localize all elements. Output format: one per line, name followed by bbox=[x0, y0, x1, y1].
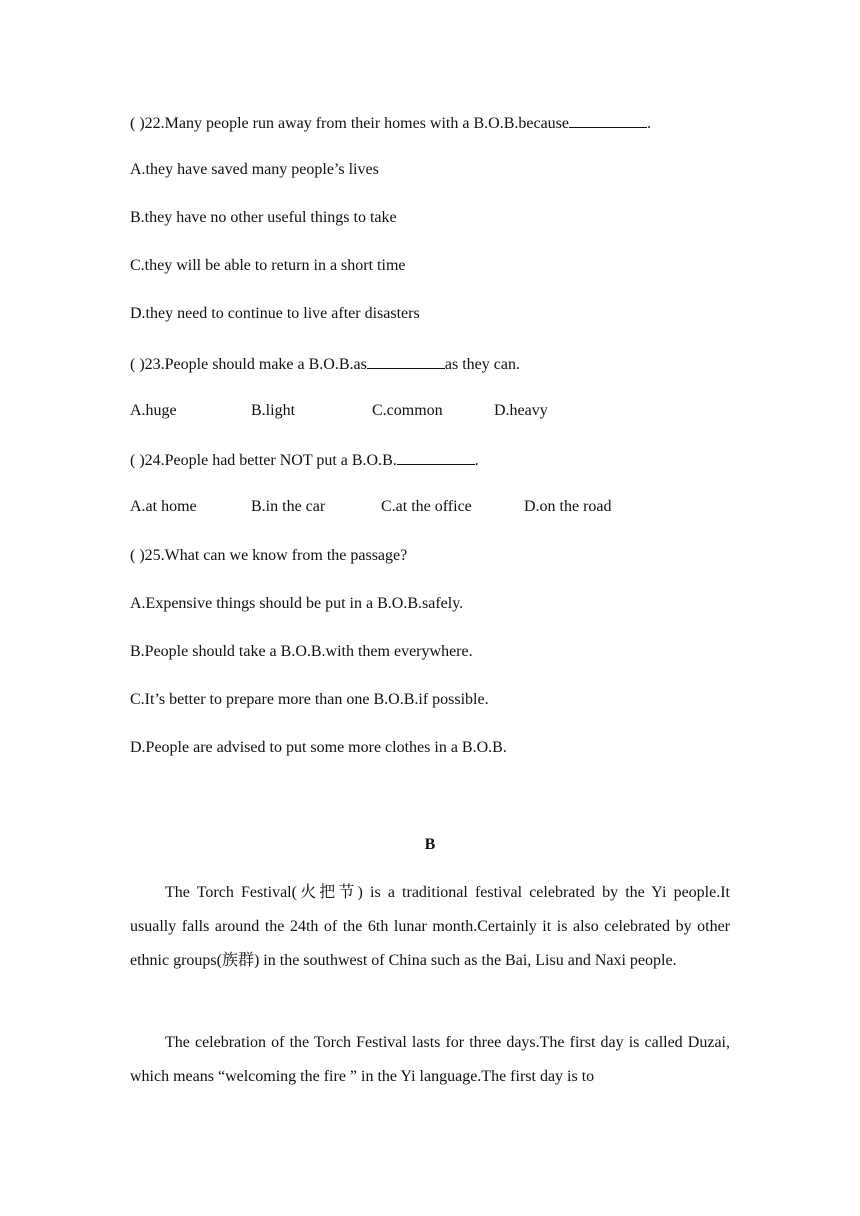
question-22-stem-text: ( )22.Many people run away from their homes with a B.O.B.because bbox=[130, 115, 569, 132]
question-22-option-b: B.they have no other useful things to take bbox=[130, 209, 397, 226]
question-24-option-b: B.in the car bbox=[251, 498, 326, 515]
question-23-stem-end: as they can. bbox=[444, 356, 520, 373]
question-23-option-c: C.common bbox=[372, 402, 443, 419]
question-24-stem bbox=[130, 448, 479, 472]
question-22-option-a: A.they have saved many people’s lives bbox=[130, 161, 379, 178]
answer-blank bbox=[367, 352, 445, 369]
answer-blank bbox=[397, 448, 475, 465]
question-23-option-b: B.light bbox=[251, 402, 296, 419]
question-24-option-a: A.at home bbox=[130, 498, 197, 515]
passage-paragraph-2: The celebration of the Torch Festival lasts for three days.The first day is called Duzai, which means “welcoming the fire ” in the Yi language.The first day is to bbox=[130, 1034, 730, 1085]
question-23-stem-text: ( )23.People should make a B.O.B.as bbox=[130, 356, 367, 373]
question-24-option-c: C.at the office bbox=[381, 498, 472, 515]
question-23-stem bbox=[130, 352, 520, 376]
section-heading: B bbox=[424, 836, 436, 853]
question-24-stem-end: . bbox=[474, 452, 479, 469]
question-22-stem bbox=[130, 111, 651, 135]
question-22-option-c: C.they will be able to return in a short time bbox=[130, 257, 406, 274]
question-25-option-d: D.People are advised to put some more clothes in a B.O.B. bbox=[130, 739, 507, 756]
answer-blank bbox=[569, 111, 647, 128]
question-22-stem-end: . bbox=[647, 115, 651, 132]
passage-paragraph-1: The Torch Festival(火把节) is a traditional festival celebrated by the Yi people.It usually falls around the 24th of the 6th lunar month.Certainly it is also celebrated by other ethnic groups(族群) in the southwest of China such as the Bai, Lisu and Naxi people. bbox=[130, 884, 730, 969]
question-25-option-a: A.Expensive things should be put in a B.O.B.safely. bbox=[130, 595, 464, 612]
question-25-stem: ( )25.What can we know from the passage? bbox=[130, 547, 408, 564]
question-25-option-c: C.It’s better to prepare more than one B.O.B.if possible. bbox=[130, 691, 489, 708]
question-22-option-d: D.they need to continue to live after disasters bbox=[130, 305, 420, 322]
question-24-option-d: D.on the road bbox=[524, 498, 612, 515]
question-25-option-b: B.People should take a B.O.B.with them everywhere. bbox=[130, 643, 473, 660]
question-23-option-a: A.huge bbox=[130, 402, 177, 419]
question-24-stem-text: ( )24.People had better NOT put a B.O.B. bbox=[130, 452, 397, 469]
question-23-option-d: D.heavy bbox=[494, 402, 548, 419]
